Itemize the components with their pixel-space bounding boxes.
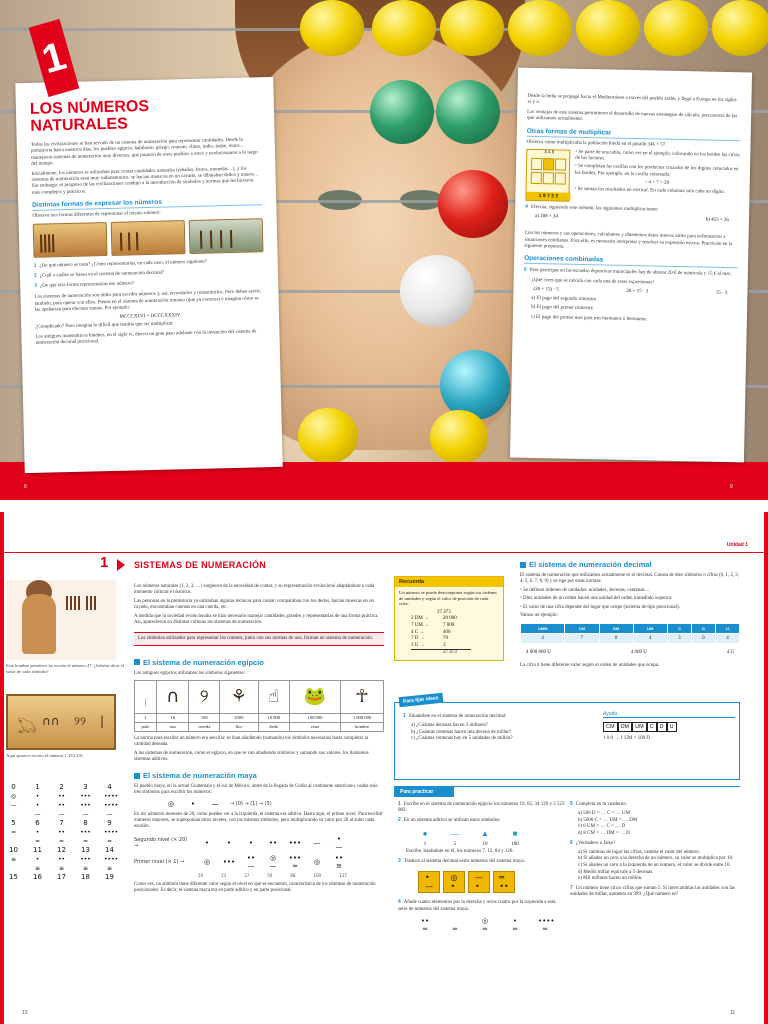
decimal-rule: • Diez unidades de un orden hacen una unidad del orden inmediato superior. — [520, 596, 740, 602]
egyptian-finger-icon: ☝ — [258, 680, 289, 713]
reminder-title: Recuerda — [395, 577, 503, 587]
table-cell: 100 — [189, 713, 220, 722]
chapter-title — [30, 95, 261, 135]
question-4: 4 Efectúa, siguiendo este método, las siguientes multiplicaciones: — [525, 203, 659, 213]
symbol-row — [135, 680, 384, 713]
egyptian-rope-icon: ୨ — [189, 680, 220, 713]
table-cell: palo — [135, 722, 157, 731]
top-spread — [0, 0, 768, 500]
question-2: 2 ¿Cuál o cuáles se basan en el sistema de numeración decimal? — [33, 270, 165, 279]
maya-series: •• ═ ═ ◎ ═ • ═ •••• ═ — [420, 916, 555, 933]
primitive-man-illustration — [6, 580, 116, 660]
table-cell: 1 000 000 — [341, 713, 384, 722]
header-rule — [0, 552, 768, 553]
maya-numbers-to-translate — [418, 871, 566, 893]
practice-column-left — [398, 801, 566, 935]
practice-1: 1 Escribe en el sistema de numeración egipcio los números 19, 65, 34 120 y 2 523 083. — [398, 801, 565, 814]
decimal-rules — [520, 588, 740, 611]
decomposition: 27 473 2 DM → 20 000 7 UM → 7 000 4 C → 400 7 D → 70 3 U → 3 27 473 — [399, 610, 499, 657]
table-cell: 4 — [715, 633, 739, 643]
question-5-ask: ¿Qué crees que se calcula con cada una de estas expresiones? — [531, 277, 655, 286]
table-cell: hombre — [341, 722, 384, 731]
maya-symbols — [134, 800, 384, 808]
body-paragraph: La norma para escribir un número era sencilla: se iban añadiendo (sumando) los símbolos necesarios hasta completar la cantidad deseada. — [134, 735, 368, 747]
table-cell: 0 — [691, 633, 715, 643]
question-1: 1 ¿De qué número se trata? ¿Cómo representarías, en cada caso, el número siguiente? — [33, 259, 207, 269]
abacus-bead — [370, 80, 434, 144]
section-lead: Observa tres formas diferentes de representar el mismo número: — [32, 210, 161, 220]
table-cell: flor — [220, 722, 258, 731]
fix-question-option: a) ¿Cuántas decenas hacen 3 millares? — [411, 723, 488, 729]
method-step: • Se parte de una tabla, como ves en el ejemplo, colocando en los bordes las cifras de los factores. — [575, 150, 740, 166]
body-paragraph: El pueblo maya, en la actual Guatemala y el sur de México, antes de la llegada de Colón al continente americano, usaba solo tres símbolos para escribir los números: — [134, 784, 378, 796]
chapter-tab-number: 1 — [37, 33, 71, 83]
body-paragraph: Los números naturales (1, 2, 3, …) surgieron de la necesidad de contar, y su representación evolucionó adaptándose a cada momento cultural e histórico. — [134, 584, 375, 596]
maya-digits-row: 10 11 12 13 14 — [9, 845, 114, 854]
practice-5-item: b) 5000 C = … UM = … DM — [578, 817, 638, 823]
abacus-bead — [438, 170, 508, 238]
section-title: Distintas formas de expresar los números — [32, 196, 262, 211]
table-cell: 10 — [156, 713, 189, 722]
question-5: 5 Para participar en las escuelas deportivas municipales hay de abonar 20 € de matrícula y 15 € al mes. — [523, 267, 732, 278]
lattice-top-digits: 3 4 6 — [544, 149, 555, 155]
abacus-bead — [372, 0, 436, 56]
place-value-arrows — [520, 650, 740, 655]
maya-digits-row: 5 6 7 8 9 — [11, 818, 112, 827]
practice-box — [394, 786, 740, 986]
section-title: Operaciones combinadas — [524, 255, 738, 268]
name-row — [135, 722, 384, 731]
right-paragraph: Con los números y sus operaciones, calculamos y obtenemos datos nuevos útiles para enfrentarnos a situaciones cotidianas. Para ello, es necesario interpretar y resolver su expresión escrita. Practícalo en la siguiente propuesta. — [524, 231, 733, 250]
table-header: C — [667, 623, 691, 633]
table-cell: cuerda — [189, 722, 220, 731]
abacus-bead — [400, 255, 474, 327]
abacus-bead — [712, 0, 768, 56]
question-4a: a) 208 × 34 — [534, 214, 559, 220]
body-paragraph: ¿Complicado? Pues imagina lo difícil que tendría que ser multiplicar. — [35, 321, 174, 331]
maya-dot-icon: • — [190, 800, 196, 809]
table-cell: 8 — [599, 633, 633, 643]
abacus-bead — [644, 0, 708, 56]
fix-ideas-tab: Para fijar ideas — [399, 693, 443, 708]
right-paragraph: Desde la India se propagó hacia el Mediterráneo a través del pueblo árabe, y llegó a Europa en los siglos xi y x. — [527, 93, 737, 106]
abacus-bead — [298, 408, 358, 464]
body-paragraph: El sistema de numeración que utilizamos actualmente es el decimal. Consta de diez símbolos o cifras (0, 1, 2, 3, 4, 5, 6, 7, 8, 9) y se rige por estas normas: — [520, 573, 739, 585]
scroll-caption: Aquí aparece escrito el número 1 333 531. — [6, 753, 85, 759]
table-cell: 7 — [565, 633, 599, 643]
maya-number-tile: — • — [468, 871, 490, 893]
fix-question-option: c) ¿Cuántas centenas hay en 5 unidades de millón? — [411, 736, 513, 742]
chapter-title-line2: NATURALES — [30, 115, 128, 135]
maya-bar-icon: — — [211, 800, 219, 809]
maya-digits-row: 15 16 17 18 19 — [9, 872, 114, 881]
body-paragraph: Los sistemas de numeración son útiles para escribir números y, así, recordarlos y transmitirlos. Pero deben servir, también, para operar con ellos. Piensa en el sistema de numeración romano (que ya conoces) e imagina cómo se las apañarían para efectuar sumas. Por ejemplo: — [34, 289, 262, 313]
table-cell: 4 — [633, 633, 667, 643]
method-steps — [574, 150, 740, 205]
body-paragraph: A los sistemas de numeración, como el egipcio, en que se van añadiendo símbolos y sumando sus valores, los llamamos sistemas aditivos. — [134, 750, 369, 762]
definition-callout: Los símbolos utilizados para representar los conteos, junto con sus normas de uso, forman un sistema de numeración. — [134, 632, 384, 646]
level-2-label: Segundo nivel (× 20) → — [134, 836, 188, 849]
reminder-box — [394, 576, 504, 661]
page-number-right: 9 — [730, 484, 733, 490]
hindu-multiplication — [525, 149, 740, 205]
question-5-option: b) El pago del primer trimestre. — [531, 305, 595, 312]
practice-7: 7 Un número tiene cinco cifras que suman 5. Si intercambias las unidades con las unidades de millar, aumenta en 999. ¿Qué número es? — [570, 884, 735, 897]
section-number: 1 — [100, 554, 109, 571]
man-caption: Este hombre primitivo ha escrito el número 47. ¿Sabrías decir el valor de cada símbolo? — [6, 663, 125, 674]
section-title: SISTEMAS DE NUMERACIÓN — [134, 560, 267, 570]
additive-symbols — [418, 829, 566, 838]
reminder-text: Un número se puede descomponer según sus órdenes de unidades y según el valor de posición de cada cifra: — [399, 590, 497, 607]
roman-sum: MCCCXLVI + DCCCXXXIV — [119, 313, 181, 321]
page-number-left: 6 — [24, 484, 27, 490]
table-cell: asa — [156, 722, 189, 731]
maya-digits-chart: 0 1 2 3 4 ◎ • •• ••• •••• — • — •• — ••• — •••• — 5 6 7 8 9 ═ • ═ •• ═ ••• ═ •••• ═ 10 11 12 13 14 ≡ • ≡ •• ≡ ••• ≡ •••• ≡ 15 16 17 18 19 — [6, 783, 124, 882]
maya-shell-icon: ◎ — [167, 800, 175, 809]
practice-2b: Escribe, basándote en él, los números 7, 12, 84 y 126. — [406, 848, 514, 854]
decimal-rule: • El valor de una cifra depende del lugar que ocupe (sistema de tipo posicional). — [520, 605, 740, 611]
tally-illustration — [33, 222, 108, 258]
fix-question-option: b) ¿Cuántas centenas hacen una decena de millar? — [411, 729, 512, 735]
decimal-column — [520, 560, 740, 672]
help-box — [603, 711, 735, 741]
decomposition-total: 27 473 — [411, 649, 471, 657]
egyptian-heel-icon: ∩ — [156, 680, 189, 713]
maya-symbols-values: → (0) → (1) → (5) — [230, 801, 272, 808]
egyptian-scroll-illustration: 𓆏 ∩∩ ୨୨ | — [6, 694, 116, 750]
practice-2: 2 En un sistema aditivo se utilizan estos símbolos: — [398, 817, 501, 824]
table-header: D — [691, 623, 715, 633]
arrow-value: 4 U — [726, 649, 734, 655]
maya-number-tile: ◎ • — [443, 871, 465, 893]
egyptian-frog-icon: 🐸 — [289, 680, 340, 713]
abacus-bead — [440, 350, 510, 420]
dash-icon: — — [451, 828, 459, 838]
table-cell: 4 — [521, 633, 565, 643]
abacus-bead — [440, 0, 504, 56]
body-paragraph: Las personas en la prehistoria ya utilizaban algunas técnicas para contar: comparaban con los dedos, hacían muescas en un cayado, encontraban cuentas en una cuerda, etc. — [134, 599, 374, 611]
reminder-body — [395, 587, 503, 660]
example-lead: Vamos un ejemplo: — [520, 612, 558, 618]
maya-level-values: 20 23 27 56 68 100 137 — [198, 872, 347, 878]
expression: 15 · 3 — [715, 290, 728, 297]
man-body — [22, 594, 56, 654]
maya-number-tile: ═ •• — [493, 871, 515, 893]
body-paragraph: Los antiguos matemáticos hindúes, en el siglo vi, dieron un gran paso adelante con la invención del sistema de numeración decimal posicional. — [35, 329, 257, 347]
maya-number-tile: • — — [418, 871, 440, 893]
method-step: • Se completan las casillas con los productos cruzados de los dígitos colocados en los bordes. Por ejemplo, en la casilla coloreada: — [575, 164, 740, 180]
section-title: Otras formas de multiplicar — [527, 127, 741, 140]
practice-6-item: d) Medio millar equivale a 5 decenas. — [578, 869, 654, 875]
help-equation: 1 0 0 → 1 UM = 100 D — [603, 736, 650, 741]
table-header: U — [715, 623, 739, 633]
table-cell: 100 000 — [289, 713, 340, 722]
square-icon: ■ — [512, 828, 518, 838]
chapter-title-line1: LOS NÚMEROS — [29, 97, 150, 118]
arrow-value: 4 000 U — [630, 649, 647, 655]
table-cell: dedo — [258, 722, 289, 731]
practice-3: 3 Traduce al sistema decimal estos números del sistema maya. — [398, 858, 525, 865]
egyptian-lead: Los antiguos egipcios utilizaban los símbolos siguientes: — [134, 670, 246, 676]
table-header: UMM — [521, 623, 565, 633]
value-row — [135, 713, 384, 722]
left-edge-bar — [0, 512, 4, 1024]
maya-digits-row: 0 1 2 3 4 — [11, 782, 112, 791]
section-lead: Observa cómo multiplicaba la población hindú en el pasado 346 × 57. — [526, 139, 667, 148]
question-5-option: c) El pago del primer mes para tres hermanos o hermanos. — [530, 314, 648, 323]
practice-5: 5 Completa en tu cuaderno. — [570, 801, 628, 807]
expression: 20 + 15 · 3 — [626, 288, 649, 295]
practice-6-item: a) Si cambias de lugar las cifras, cambia el valor del número. — [578, 849, 701, 855]
abacus-illustration — [189, 218, 264, 254]
bottom-spread — [0, 512, 768, 1024]
maya-levels: Segundo nivel (× 20) → • • • •• ••• — • — Primer nivel (× 1) → ◎ ••• •• — ◎ — ••• ═ ◎ •• ≡ 20 23 27 56 68 100 137 — [134, 835, 384, 878]
method-equation: • 4 × 7 = 28 — [575, 179, 740, 189]
heading-square-icon — [134, 773, 140, 779]
practice-6: 6 ¿Verdadero o falso? — [570, 839, 616, 846]
table-cell: 1000 — [220, 713, 258, 722]
heading-square-icon — [134, 659, 140, 665]
question-4-items — [535, 214, 729, 223]
expression: (20 + 15) · 5 — [533, 287, 559, 293]
intro-paragraph: Inicialmente, los números se utilizaban para contar cantidades naturales (rebaños, frutos, monedas…), y los sistemas de numeración eran muy rudimentarios: se hacían muescas en un cayado, se dibujaban dedos y manos… Sin embargo, el progreso de las civilizaciones condujo a la introducción de símbolos y normas que les hicieron más complejos y prácticos. — [31, 166, 259, 196]
decimal-rule: • Se definen órdenes de unidades: unidades, decenas, centenas… — [520, 588, 740, 594]
heading-square-icon — [520, 562, 526, 568]
table-header: DM — [599, 623, 633, 633]
unit-label: Unidad 1 — [726, 542, 748, 548]
intro-card — [15, 77, 282, 473]
practice-title: Para practicar — [394, 787, 454, 797]
egyptian-staff-icon: 𓏺 — [135, 680, 157, 713]
question-3: 3 ¿De qué otra forma representarías ese número? — [34, 281, 135, 289]
abacus-bead — [300, 0, 364, 56]
abacus-bead — [576, 0, 640, 56]
abacus-bead — [436, 80, 500, 144]
arrow-value: 4 000 000 U — [526, 649, 551, 655]
method-step: • Se suman los resultados en vertical. En cada columna solo cabe un dígito. — [574, 187, 739, 197]
decomposition-top: 27 473 — [437, 609, 451, 615]
help-title: Ayuda — [603, 711, 735, 718]
practice-5-item: c) 6 UM = … C = … D — [578, 824, 626, 830]
place-value-caption: La cifra 4 tiene diferente valor según el orden de unidades que ocupa. — [520, 662, 660, 668]
counting-board-illustration — [111, 220, 186, 256]
help-unit-boxes: CM DM UM C D U — [603, 722, 735, 732]
body-paragraph: A medida que la sociedad evolucionaba se hizo necesario manejar cantidades grandes y representarlas de una forma práctica. Así, aparecieron en distintas culturas los sistemas de numeración. — [134, 614, 379, 626]
table-cell: 10 000 — [258, 713, 289, 722]
table-cell: 3 — [667, 633, 691, 643]
practice-5-item: a) 500 D = … C = … UM — [578, 811, 631, 817]
table-cell: 1 — [135, 713, 157, 722]
egyptian-man-icon: ☥ — [341, 680, 384, 713]
section-arrow-icon — [117, 559, 125, 571]
body-paragraph: En los números menores de 20, como puedes ver a la izquierda, el sistema era aditivo. Hasta aquí, el primer nivel. Para escribir números mayores, se superponían otros niveles, con los mismos símbolos, pero multiplicando su valor por 20 al subir cada escalón. — [134, 812, 383, 830]
number-illustrations — [33, 218, 264, 258]
right-edge-bar — [764, 512, 768, 1024]
practice-6-item: b) Si añades un cero a la derecha de un número, su valor se multiplica por 10. — [578, 856, 734, 862]
body-paragraph: Como ves, un símbolo tiene diferente valor según el nivel en que se encuentre, característica de los sistemas de numeración posicionales. Es decir, el sistema maya era en parte aditivo y en parte posicional. — [134, 881, 376, 893]
egyptian-lotus-icon: ⚘ — [220, 680, 258, 713]
practice-6-item: e) Mil millares hacen un millón. — [578, 876, 643, 882]
margin-figures — [6, 580, 128, 882]
dot-icon: ● — [422, 828, 428, 838]
question-4b: b) 453 × 26 — [705, 217, 729, 224]
triangle-icon: ▲ — [481, 828, 489, 838]
abacus-bead — [508, 0, 572, 56]
egyptian-heading: El sistema de numeración egipcio — [134, 658, 384, 667]
fix-ideas-questions — [403, 713, 593, 743]
additive-values: 1 5 10 100 — [423, 841, 519, 847]
table-header: CM — [565, 623, 599, 633]
page-number-left: 10 — [22, 1010, 28, 1016]
decimal-heading: El sistema de numeración decimal — [520, 560, 740, 569]
page-number-right: 11 — [730, 1010, 736, 1016]
maya-heading: El sistema de numeración maya — [134, 771, 384, 780]
right-paragraph: Las ventajas de este sistema permitieron el desarrollo de nuevas estrategias de cálculo, precursoras de las que utilizamos actualmente. — [526, 109, 738, 123]
fix-question-1: 1 Situándote en el sistema de numeración decimal: — [403, 713, 507, 719]
lattice-result: 1 9 7 2 2 — [526, 192, 570, 201]
practice-column-right — [570, 801, 738, 901]
practice-5-item: d) 8 CM = … DM = … D — [578, 830, 630, 836]
question-5-option: a) El pago del segundo trimestre. — [531, 295, 598, 303]
activities-card — [510, 68, 752, 463]
table-cell: rana — [289, 722, 340, 731]
level-1-label: Primer nivel (× 1) → — [134, 858, 185, 865]
practice-6-item: c) Si añades un cero a la izquierda de un número, el valor se divide entre 10. — [578, 862, 731, 868]
intro-paragraph: Todas las civilizaciones se han servido de un sistema de numeración para representar cantidades. Desde la prehistoria hasta nuestros días, los pueblos egipcio, babilonio, griego, romano, chino, indio, árabe, maya… manejaron sistemas de numeración muy diversos, que pasaron de unos pueblos a otros y evolucionaron a lo largo del tiempo. — [30, 137, 258, 168]
lattice-grid — [525, 149, 570, 202]
reminder-column — [394, 576, 506, 661]
place-value-table — [520, 623, 740, 644]
main-column — [134, 560, 384, 897]
egyptian-symbols-table — [134, 680, 384, 732]
abacus-bead — [430, 410, 488, 464]
fix-ideas-box — [394, 695, 740, 780]
question-5-expressions — [533, 287, 727, 296]
table-header: UM — [633, 623, 667, 633]
practice-4: 4 Añade cuatro elementos por la derecha y otros cuatro por la izquierda a esta serie de números del sistema maya. — [398, 899, 556, 912]
